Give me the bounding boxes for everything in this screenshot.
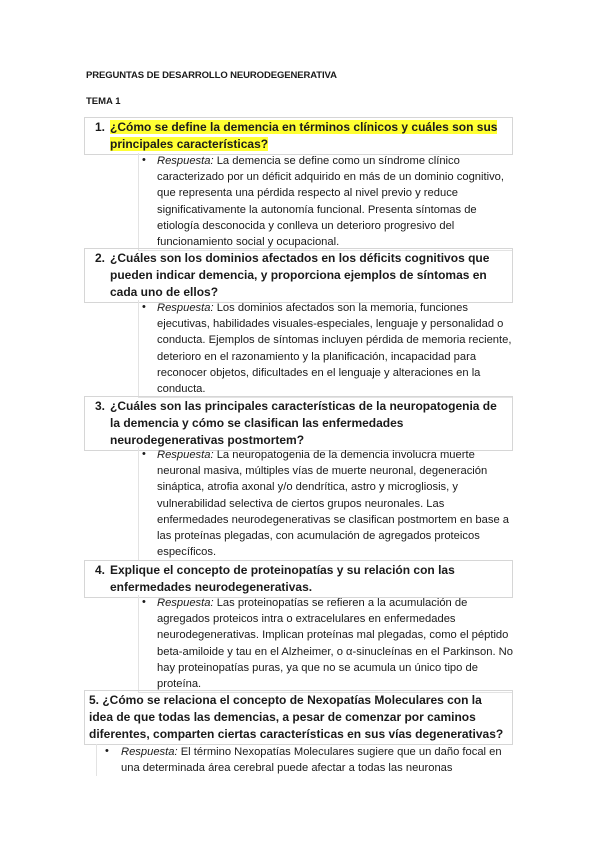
- answer-2: [138, 300, 513, 398]
- answer-label: Respuesta:: [157, 155, 214, 167]
- question-text: Explique el concepto de proteinopatías y su relación con las enfermedades neurodegenerativas.: [110, 563, 455, 594]
- question-5: 5. ¿Cómo se relaciona el concepto de Nexopatías Moleculares con la idea de que todas las demencias, a pesar de comenzar por caminos diferentes, comparten ciertas características en sus vías degenerativas?: [84, 690, 513, 745]
- answer-3: [138, 447, 513, 561]
- answer-label: Respuesta:: [121, 746, 178, 758]
- question-4: [84, 560, 513, 598]
- bullet-icon: •: [142, 154, 146, 166]
- document-subtitle: TEMA 1: [86, 96, 121, 107]
- question-number: 2.: [95, 251, 106, 265]
- question-1: [84, 117, 513, 155]
- answer-label: Respuesta:: [157, 449, 214, 461]
- answer-label: Respuesta:: [157, 597, 214, 609]
- bullet-icon: •: [142, 596, 146, 608]
- question-text: ¿Cuáles son las principales características de la neuropatogenia de la demencia y cómo se clasifican las enfermedades neurodegenerativas postmortem?: [110, 399, 497, 447]
- bullet-icon: •: [105, 745, 109, 757]
- answer-1: [138, 153, 513, 251]
- answer-label: Respuesta:: [157, 302, 214, 314]
- question-number: 4.: [95, 563, 106, 577]
- question-text: ¿Cuáles son los dominios afectados en los déficits cognitivos que pueden indicar demencia, y proporciona ejemplos de síntomas en cada uno de ellos?: [110, 251, 490, 299]
- bullet-icon: •: [142, 301, 146, 313]
- answer-text: Los dominios afectados son la memoria, funciones ejecutivas, habilidades visuales-especiales, lenguaje y personalidad o conducta. Ejemplos de síntomas incluyen pérdida de memoria reciente, deterioro en el razonamiento y la planificación, incapacidad para reconocer objetos, dificultades en el lenguaje y alteraciones en la conducta.: [157, 302, 512, 396]
- question-3: [84, 396, 513, 451]
- highlighted-question-text: ¿Cómo se define la demencia en términos clínicos y cuáles son sus principales características?: [110, 120, 498, 151]
- question-text: [110, 119, 508, 153]
- answer-5: [96, 744, 513, 776]
- document-title: PREGUNTAS DE DESARROLLO NEURODEGENERATIVA: [86, 70, 337, 81]
- question-2: [84, 248, 513, 303]
- answer-text: La demencia se define como un síndrome clínico caracterizado por un déficit adquirido en más de un dominio cognitivo, que representa una pérdida respecto al nivel previo y reduce significativamente la autonomía funcional. Presenta síntomas de etiología desconocida y conlleva un deterioro progresivo del funcionamiento social y ocupacional.: [157, 155, 505, 249]
- answer-text: La neuropatogenia de la demencia involucra muerte neuronal masiva, múltiples vías de muerte neuronal, degeneración sináptica, atrofia axonal y/o dendrítica, astro y microgliosis, y vulnerabilidad selectiva de ciertos grupos neuronales. Las enfermedades neurodegenerativas se clasifican postmortem en base a las proteínas plegadas, con acumulación de agregados proteicos específicos.: [157, 449, 509, 559]
- answer-4: [138, 595, 513, 693]
- answer-text: El término Nexopatías Moleculares sugiere que un daño focal en una determinada área cerebral puede afectar a todas las neuronas: [121, 746, 502, 775]
- question-number: 1.: [95, 120, 106, 134]
- answer-text: Las proteinopatías se refieren a la acumulación de agregados proteicos intra o extracelulares en enfermedades neurodegenerativas. Implican proteínas mal plegadas, como el péptido beta-amiloide y tau en el Alzheimer, o α-sinucleínas en el Parkinson. No hay proteinopatías puras, ya que no se acumula un único tipo de proteína.: [157, 597, 513, 691]
- question-number: 3.: [95, 399, 106, 413]
- bullet-icon: •: [142, 448, 146, 460]
